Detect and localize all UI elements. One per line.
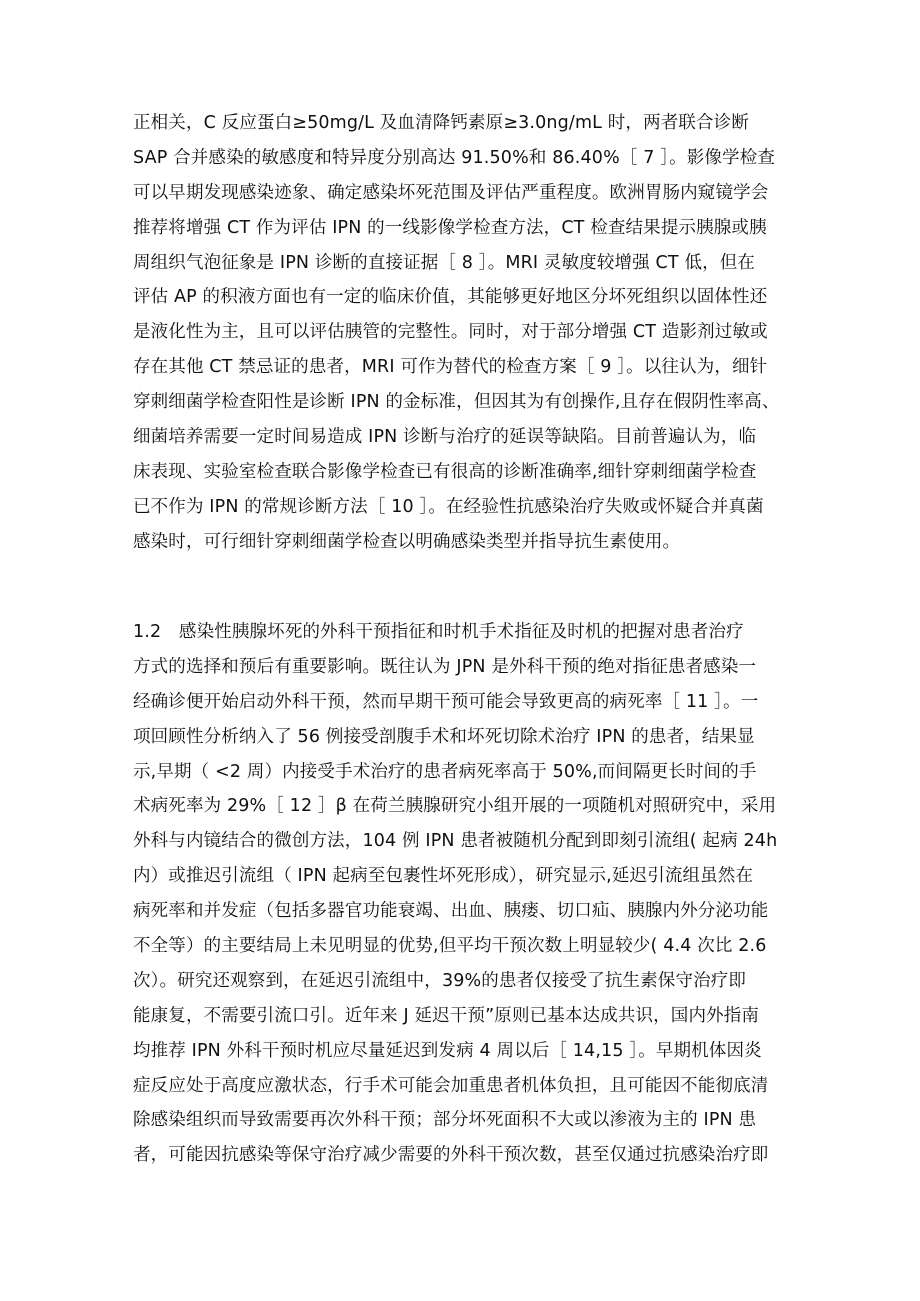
text-line: 术病死率为 29%［ 12 ］β 在荷兰胰腺研究小组开展的一项随机对照研究中，采用 (133, 796, 777, 817)
text-line: SAP 合并感染的敏感度和特异度分别高达 91.50%和 86.40%［ 7 ］。影像学检查 (133, 147, 776, 168)
text-line: 不全等）的主要结局上未见明显的优势,但平均干预次数上明显较少( 4.4 次比 2.6 (133, 936, 767, 957)
text-line: 外科与内镜结合的微创方法，104 例 IPN 患者被随机分配到即刻引流组( 起病 24h (133, 831, 778, 852)
text-line: 病死率和并发症（包括多器官功能衰竭、出血、胰瘘、切口疝、胰腺内外分泌功能 (133, 901, 769, 922)
text-line: 者，可能因抗感染等保守治疗减少需要的外科干预次数，甚至仅通过抗感染治疗即 (133, 1145, 769, 1166)
text-line: 推荐将增强 CT 作为评估 IPN 的一线影像学检查方法，CT 检查结果提示胰腺或胰 (133, 217, 767, 238)
text-line: 正相关，C 反应蛋白≥50mg/L 及血清降钙素原≥3.0ng/mL 时，两者联合诊断 (133, 113, 749, 133)
text-line: 存在其他 CT 禁忌证的患者，MRI 可作为替代的检查方案［ 9 ］。以往认为，细针 (133, 357, 768, 378)
text-line: 示,早期（ <2 周）内接受手术治疗的患者病死率高于 50%,而间隔更长时间的手 (133, 761, 757, 782)
text-line: 可以早期发现感染迹象、确定感染坏死范围及评估严重程度。欧洲胃肠内窥镜学会 (133, 182, 769, 203)
text-line: 均推荐 IPN 外科干预时机应尽量延迟到发病 4 周以后［ 14,15 ］。早期机体因炎 (133, 1040, 762, 1061)
text-line: 症反应处于高度应激状态，行手术可能会加重患者机体负担，且可能因不能彻底清 (133, 1075, 769, 1096)
paragraph-diagnosis-imaging (133, 106, 798, 560)
text-line: 穿刺细菌学检查阳性是诊断 IPN 的金标准，但因其为有创操作,且存在假阴性率高、 (133, 392, 780, 413)
text-line: 次）。研究还观察到，在延迟引流组中，39%的患者仅接受了抗生素保守治疗即 (133, 970, 747, 991)
text-line: 周组织气泡征象是 IPN 诊断的直接证据［ 8 ］。MRI 灵敏度较增强 CT 低，但在 (133, 252, 756, 273)
text-line: 经确诊便开始启动外科干预，然而早期干预可能会导致更高的病死率［ 11 ］。一 (133, 691, 759, 712)
text-line: 除感染组织而导致需要再次外科干预；部分坏死面积不大或以渗液为主的 IPN 患 (133, 1110, 757, 1131)
text-line: 内）或推迟引流组（ IPN 起病至包裹性坏死形成），研究显示,延迟引流组虽然在 (133, 866, 754, 887)
text-line: 感染时，可行细针穿刺细菌学检查以明确感染类型并指导抗生素使用。 (133, 531, 681, 552)
text-line: 是液化性为主，且可以评估胰管的完整性。同时，对于部分增强 CT 造影剂过敏或 (133, 322, 768, 343)
text-line: 床表现、实验室检查联合影像学检查已有很高的诊断准确率,细针穿刺细菌学检查 (133, 461, 757, 482)
section-heading-line: 1.2 感染性胰腺坏死的外科干预指征和时机手术指征及时机的把握对患者治疗 (133, 622, 744, 642)
text-line: 细菌培养需要一定时间易造成 IPN 诊断与治疗的延误等缺陷。目前普遍认为，临 (133, 427, 757, 448)
text-line: 能康复，不需要引流口引。近年来 J 延迟干预”原则已基本达成共识，国内外指南 (133, 1005, 760, 1026)
text-line: 评估 AP 的积液方面也有一定的临床价值，其能够更好地区分坏死组织以固体性还 (133, 287, 768, 308)
paragraph-section-1-2 (133, 615, 798, 1173)
text-line: 方式的选择和预后有重要影响。既往认为 JPN 是外科干预的绝对指征患者感染一 (133, 656, 757, 677)
text-line: 已不作为 IPN 的常规诊断方法［ 10 ］。在经验性抗感染治疗失败或怀疑合并真菌 (133, 496, 764, 517)
text-line: 项回顾性分析纳入了 56 例接受剖腹手术和坏死切除术治疗 IPN 的患者，结果显 (133, 726, 755, 747)
